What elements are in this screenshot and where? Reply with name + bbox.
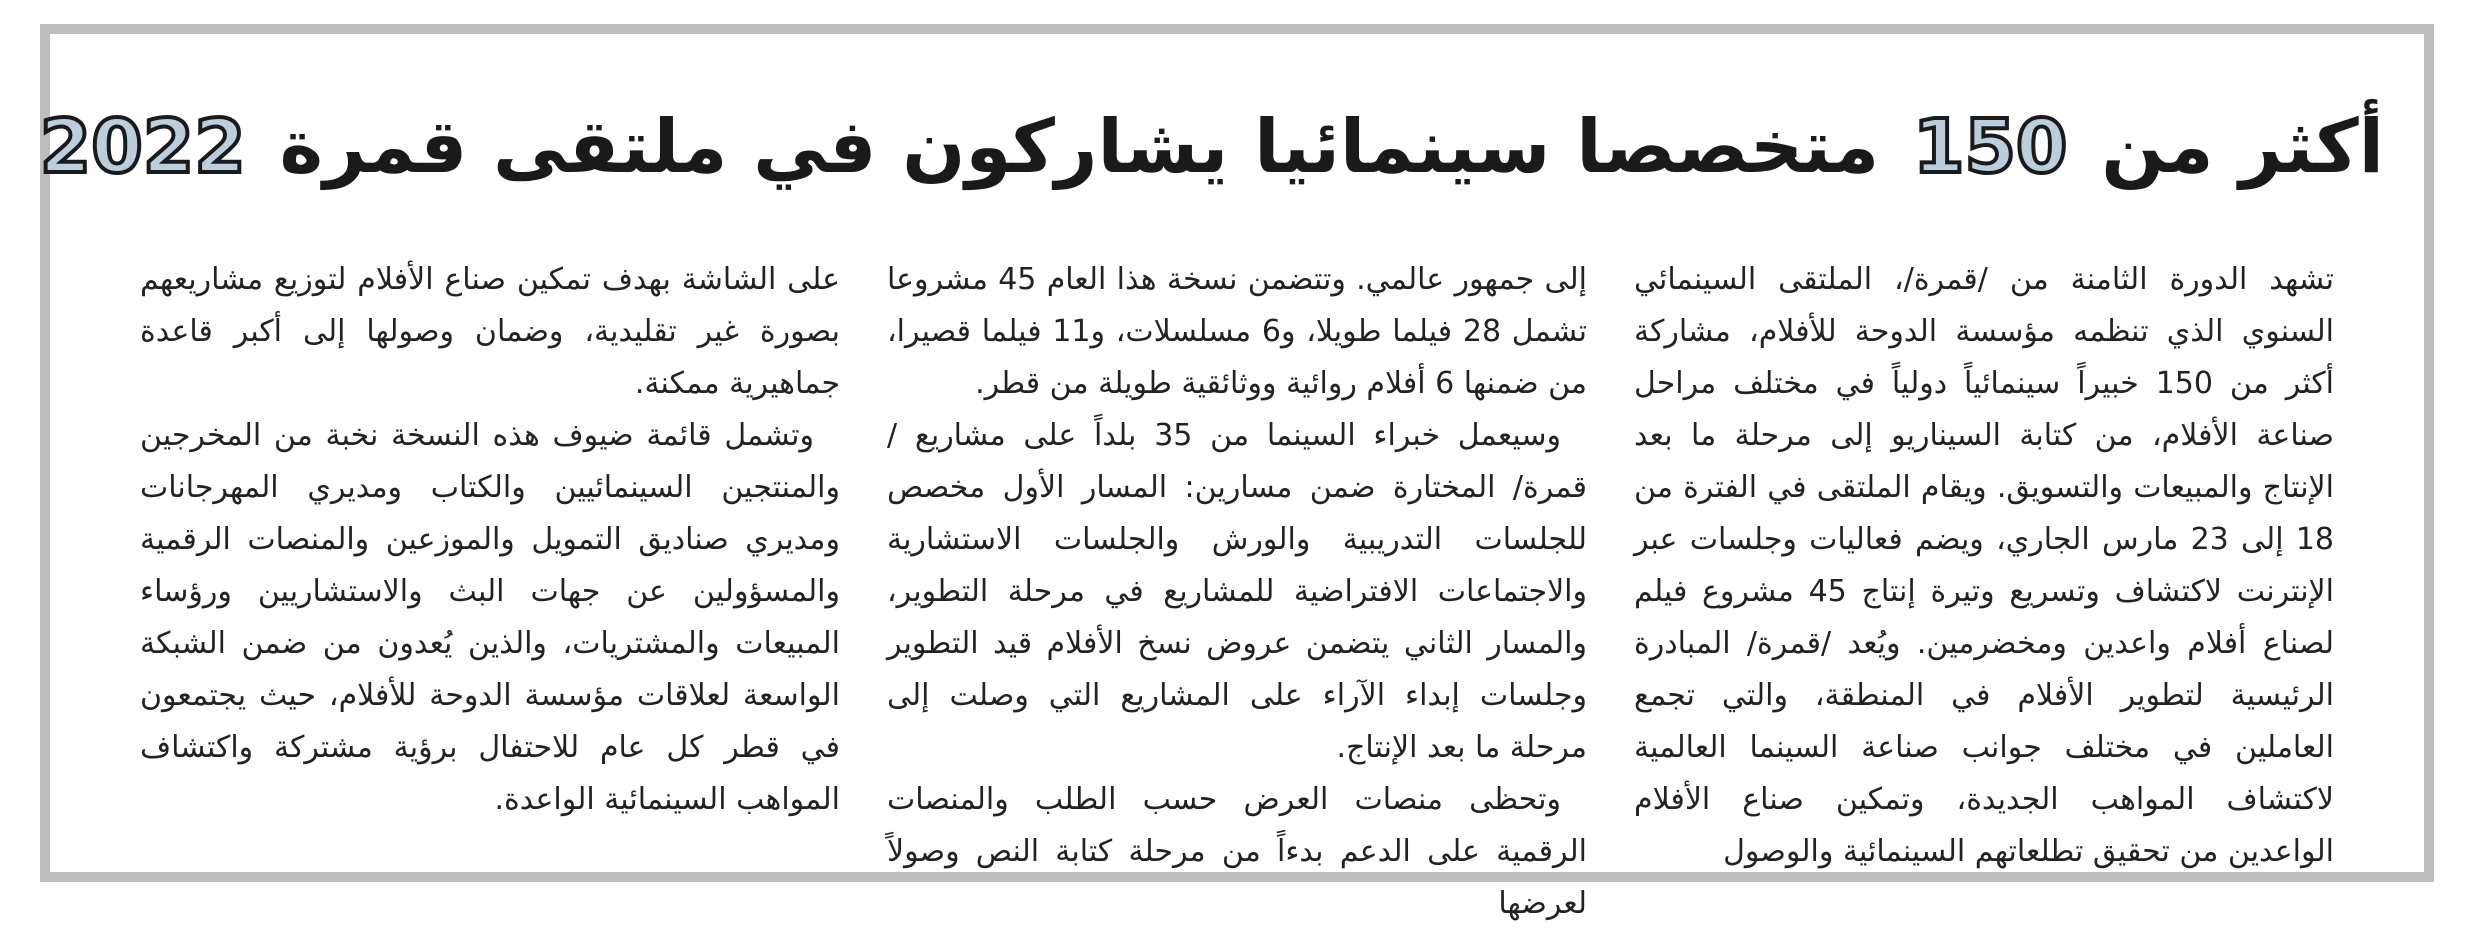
article-columns: [140, 254, 2335, 921]
column-1-paragraph-1: تشهد الدورة الثامنة من /قمرة/، الملتقى السينمائي السنوي الذي تنظمه مؤسسة الدوحة للأفلام، مشاركة أكثر من 150 خبيراً سينمائياً دولياً في مختلف مراحل صناعة الأفلام، من كتابة السيناريو إلى مرحلة ما بعد الإنتاج والمبيعات والتسويق. ويقام الملتقى في الفترة من 18 إلى 23 مارس الجاري، ويضم فعاليات وجلسات عبر الإنترنت لاكتشاف وتسريع وتيرة إنتاج 45 مشروع فيلم لصناع أفلام واعدين ومخضرمين. ويُعد /قمرة/ المبادرة الرئيسية لتطوير الأفلام في المنطقة، والتي تجمع العاملين في مختلف جوانب صناعة السينما العالمية لاكتشاف المواهب الجديدة، وتمكين صناع الأفلام الواعدين من تحقيق تطلعاتهم السينمائية والوصول: [1634, 262, 2335, 869]
headline: [39, 92, 2384, 202]
column-right: [1634, 254, 2335, 869]
column-2-paragraph-1: إلى جمهور عالمي. وتتضمن نسخة هذا العام 45 مشروعا تشمل 28 فيلما طويلا، و6 مسلسلات، و11 فيلما قصيرا، من ضمنها 6 أفلام روائية ووثائقية طويلة من قطر.: [887, 262, 1587, 401]
column-left: [140, 254, 840, 832]
column-3-paragraph-1: على الشاشة بهدف تمكين صناع الأفلام لتوزيع مشاريعهم بصورة غير تقليدية، وضمان وصولها إلى أكبر قاعدة جماهيرية ممكنة.: [140, 262, 840, 401]
headline-number-150: 150: [1912, 104, 2068, 190]
headline-part-2: متخصصا سينمائيا يشاركون في ملتقى قمرة: [279, 104, 1880, 190]
column-2-paragraph-2: وسيعمل خبراء السينما من 35 بلداً على مشاريع /قمرة/ المختارة ضمن مسارين: المسار الأول مخصص للجلسات التدريبية والورش والجلسات الاستشارية والاجتماعات الافتراضية للمشاريع في مرحلة التطوير، والمسار الثاني يتضمن عروض نسخ الأفلام قيد التطوير وجلسات إبداء الآراء على المشاريع التي وصلت إلى مرحلة ما بعد الإنتاج.: [887, 418, 1587, 765]
column-3-paragraph-2: وتشمل قائمة ضيوف هذه النسخة نخبة من المخرجين والمنتجين السينمائيين والكتاب ومديري المهرجانات ومديري صناديق التمويل والموزعين والمنصات الرقمية والمسؤولين عن جهات البث والاستشاريين ورؤساء المبيعات والمشتريات، والذين يُعدون من ضمن الشبكة الواسعة لعلاقات مؤسسة الدوحة للأفلام، حيث يجتمعون في قطر كل عام للاحتفال برؤية مشتركة واكتشاف المواهب السينمائية الواعدة.: [140, 418, 840, 817]
headline-number-2022: 2022: [39, 104, 246, 190]
article-frame: [39, 24, 2434, 921]
column-middle: [887, 254, 1587, 921]
headline-part-1: أكثر من: [2101, 104, 2384, 190]
column-2-paragraph-3: وتحظى منصات العرض حسب الطلب والمنصات الرقمية على الدعم بدءاً من مرحلة كتابة النص وصولاً لعرضها: [887, 782, 1587, 921]
